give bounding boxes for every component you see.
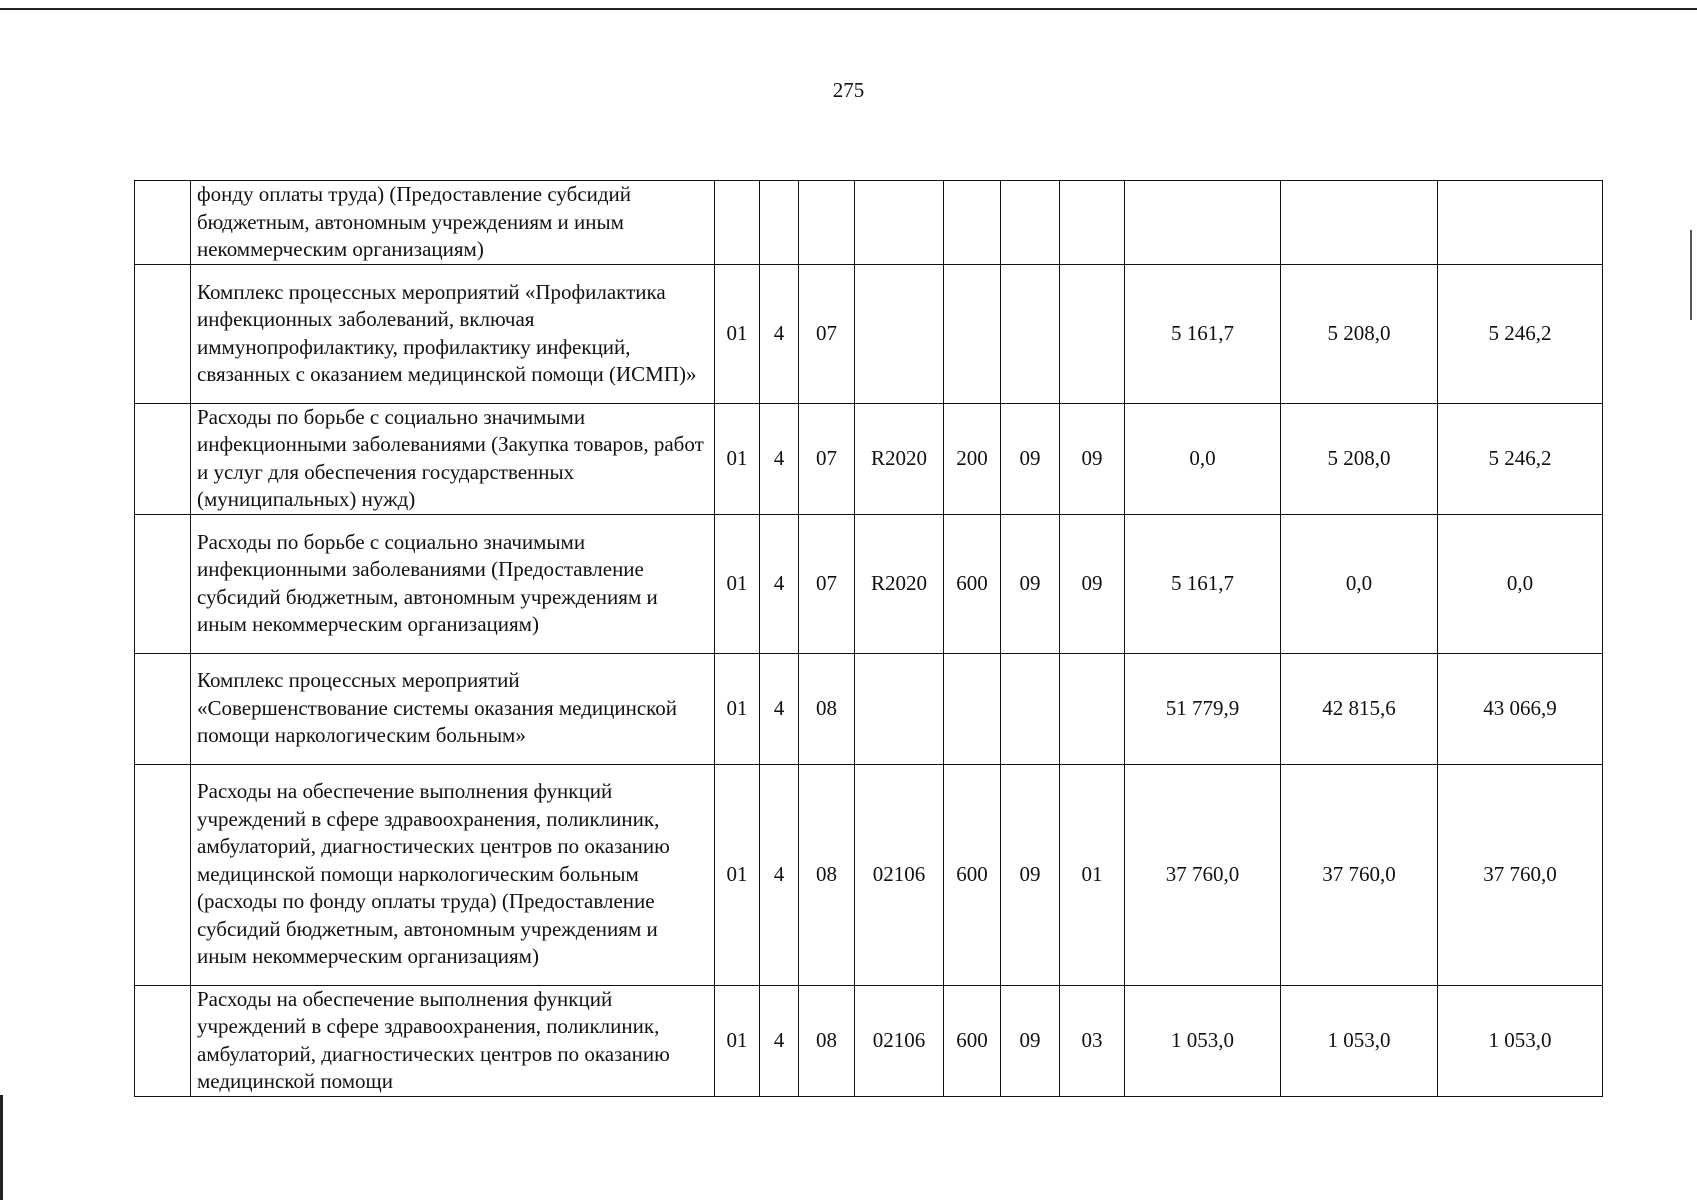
code-program-cell: 01 bbox=[715, 264, 760, 403]
code-subsection-cell: 09 bbox=[1060, 403, 1125, 514]
table-row bbox=[135, 653, 1603, 764]
description-cell: фонду оплаты труда) (Предоставление субсидий бюджетным, автономным учреждениям и иным некоммерческим организациям) bbox=[191, 181, 715, 265]
code-section-cell: 09 bbox=[1001, 985, 1060, 1096]
code-subsection-cell: 03 bbox=[1060, 985, 1125, 1096]
budget-table bbox=[134, 180, 1603, 1097]
code-structural-element-cell: 07 bbox=[799, 403, 855, 514]
description-cell: Расходы по борьбе с социально значимыми инфекционными заболеваниями (Предоставление субсидий бюджетным, автономным учреждениям и иным некоммерческим организациям) bbox=[191, 514, 715, 653]
amount-year-3-cell: 0,0 bbox=[1438, 514, 1603, 653]
code-direction-cell: R2020 bbox=[855, 514, 944, 653]
code-subsection-cell: 01 bbox=[1060, 764, 1125, 985]
code-direction-cell: 02106 bbox=[855, 985, 944, 1096]
code-type-cell: 4 bbox=[760, 985, 799, 1096]
code-program-cell: 01 bbox=[715, 985, 760, 1096]
code-direction-cell: 02106 bbox=[855, 764, 944, 985]
scan-edge-right bbox=[1690, 230, 1692, 320]
code-program-cell: 01 bbox=[715, 653, 760, 764]
code-program-cell bbox=[715, 181, 760, 265]
row-number-cell bbox=[135, 181, 191, 265]
row-number-cell bbox=[135, 985, 191, 1096]
code-program-cell: 01 bbox=[715, 403, 760, 514]
scan-edge-top bbox=[0, 8, 1697, 10]
code-subsection-cell bbox=[1060, 653, 1125, 764]
code-expense-type-cell: 600 bbox=[944, 514, 1001, 653]
code-structural-element-cell: 07 bbox=[799, 264, 855, 403]
amount-year-1-cell: 37 760,0 bbox=[1125, 764, 1281, 985]
amount-year-2-cell: 5 208,0 bbox=[1281, 403, 1438, 514]
amount-year-1-cell: 5 161,7 bbox=[1125, 264, 1281, 403]
code-structural-element-cell: 07 bbox=[799, 514, 855, 653]
code-subsection-cell bbox=[1060, 264, 1125, 403]
code-section-cell bbox=[1001, 181, 1060, 265]
code-direction-cell bbox=[855, 181, 944, 265]
amount-year-3-cell bbox=[1438, 181, 1603, 265]
amount-year-2-cell: 1 053,0 bbox=[1281, 985, 1438, 1096]
code-type-cell: 4 bbox=[760, 764, 799, 985]
code-section-cell: 09 bbox=[1001, 764, 1060, 985]
table-row bbox=[135, 403, 1603, 514]
amount-year-2-cell bbox=[1281, 181, 1438, 265]
table-row bbox=[135, 264, 1603, 403]
amount-year-3-cell: 1 053,0 bbox=[1438, 985, 1603, 1096]
code-structural-element-cell: 08 bbox=[799, 764, 855, 985]
amount-year-2-cell: 0,0 bbox=[1281, 514, 1438, 653]
code-structural-element-cell: 08 bbox=[799, 985, 855, 1096]
code-expense-type-cell: 600 bbox=[944, 985, 1001, 1096]
description-cell: Расходы на обеспечение выполнения функций учреждений в сфере здравоохранения, поликлиник, амбулаторий, диагностических центров по оказанию медицинской помощи bbox=[191, 985, 715, 1096]
amount-year-2-cell: 5 208,0 bbox=[1281, 264, 1438, 403]
amount-year-1-cell: 5 161,7 bbox=[1125, 514, 1281, 653]
amount-year-3-cell: 37 760,0 bbox=[1438, 764, 1603, 985]
amount-year-2-cell: 37 760,0 bbox=[1281, 764, 1438, 985]
amount-year-1-cell bbox=[1125, 181, 1281, 265]
code-expense-type-cell: 600 bbox=[944, 764, 1001, 985]
code-direction-cell: R2020 bbox=[855, 403, 944, 514]
code-program-cell: 01 bbox=[715, 764, 760, 985]
code-section-cell bbox=[1001, 264, 1060, 403]
code-section-cell: 09 bbox=[1001, 514, 1060, 653]
code-subsection-cell: 09 bbox=[1060, 514, 1125, 653]
amount-year-3-cell: 5 246,2 bbox=[1438, 403, 1603, 514]
code-program-cell: 01 bbox=[715, 514, 760, 653]
code-structural-element-cell: 08 bbox=[799, 653, 855, 764]
table-row bbox=[135, 764, 1603, 985]
code-type-cell: 4 bbox=[760, 653, 799, 764]
code-expense-type-cell bbox=[944, 653, 1001, 764]
code-expense-type-cell bbox=[944, 264, 1001, 403]
amount-year-3-cell: 5 246,2 bbox=[1438, 264, 1603, 403]
amount-year-1-cell: 51 779,9 bbox=[1125, 653, 1281, 764]
description-cell: Расходы по борьбе с социально значимыми инфекционными заболеваниями (Закупка товаров, работ и услуг для обеспечения государственных (муниципальных) нужд) bbox=[191, 403, 715, 514]
code-direction-cell bbox=[855, 653, 944, 764]
amount-year-1-cell: 1 053,0 bbox=[1125, 985, 1281, 1096]
code-expense-type-cell: 200 bbox=[944, 403, 1001, 514]
code-expense-type-cell bbox=[944, 181, 1001, 265]
code-subsection-cell bbox=[1060, 181, 1125, 265]
table-row bbox=[135, 181, 1603, 265]
row-number-cell bbox=[135, 653, 191, 764]
scan-edge-left bbox=[0, 1095, 3, 1200]
description-cell: Комплекс процессных мероприятий «Профилактика инфекционных заболеваний, включая иммунопрофилактику, профилактику инфекций, связанных с оказанием медицинской помощи (ИСМП)» bbox=[191, 264, 715, 403]
page-number: 275 bbox=[832, 78, 865, 102]
row-number-cell bbox=[135, 514, 191, 653]
amount-year-3-cell: 43 066,9 bbox=[1438, 653, 1603, 764]
amount-year-2-cell: 42 815,6 bbox=[1281, 653, 1438, 764]
table-row bbox=[135, 514, 1603, 653]
row-number-cell bbox=[135, 264, 191, 403]
code-section-cell bbox=[1001, 653, 1060, 764]
code-direction-cell bbox=[855, 264, 944, 403]
description-cell: Комплекс процессных мероприятий «Совершенствование системы оказания медицинской помощи наркологическим больным» bbox=[191, 653, 715, 764]
code-type-cell: 4 bbox=[760, 514, 799, 653]
table-row bbox=[135, 985, 1603, 1096]
row-number-cell bbox=[135, 764, 191, 985]
code-type-cell: 4 bbox=[760, 264, 799, 403]
code-type-cell bbox=[760, 181, 799, 265]
code-type-cell: 4 bbox=[760, 403, 799, 514]
code-structural-element-cell bbox=[799, 181, 855, 265]
row-number-cell bbox=[135, 403, 191, 514]
description-cell: Расходы на обеспечение выполнения функций учреждений в сфере здравоохранения, поликлиник, амбулаторий, диагностических центров по оказанию медицинской помощи наркологическим больным (расходы по фонду оплаты труда) (Предоставление субсидий бюджетным, автономным учреждениям и иным некоммерческим организациям) bbox=[191, 764, 715, 985]
code-section-cell: 09 bbox=[1001, 403, 1060, 514]
amount-year-1-cell: 0,0 bbox=[1125, 403, 1281, 514]
